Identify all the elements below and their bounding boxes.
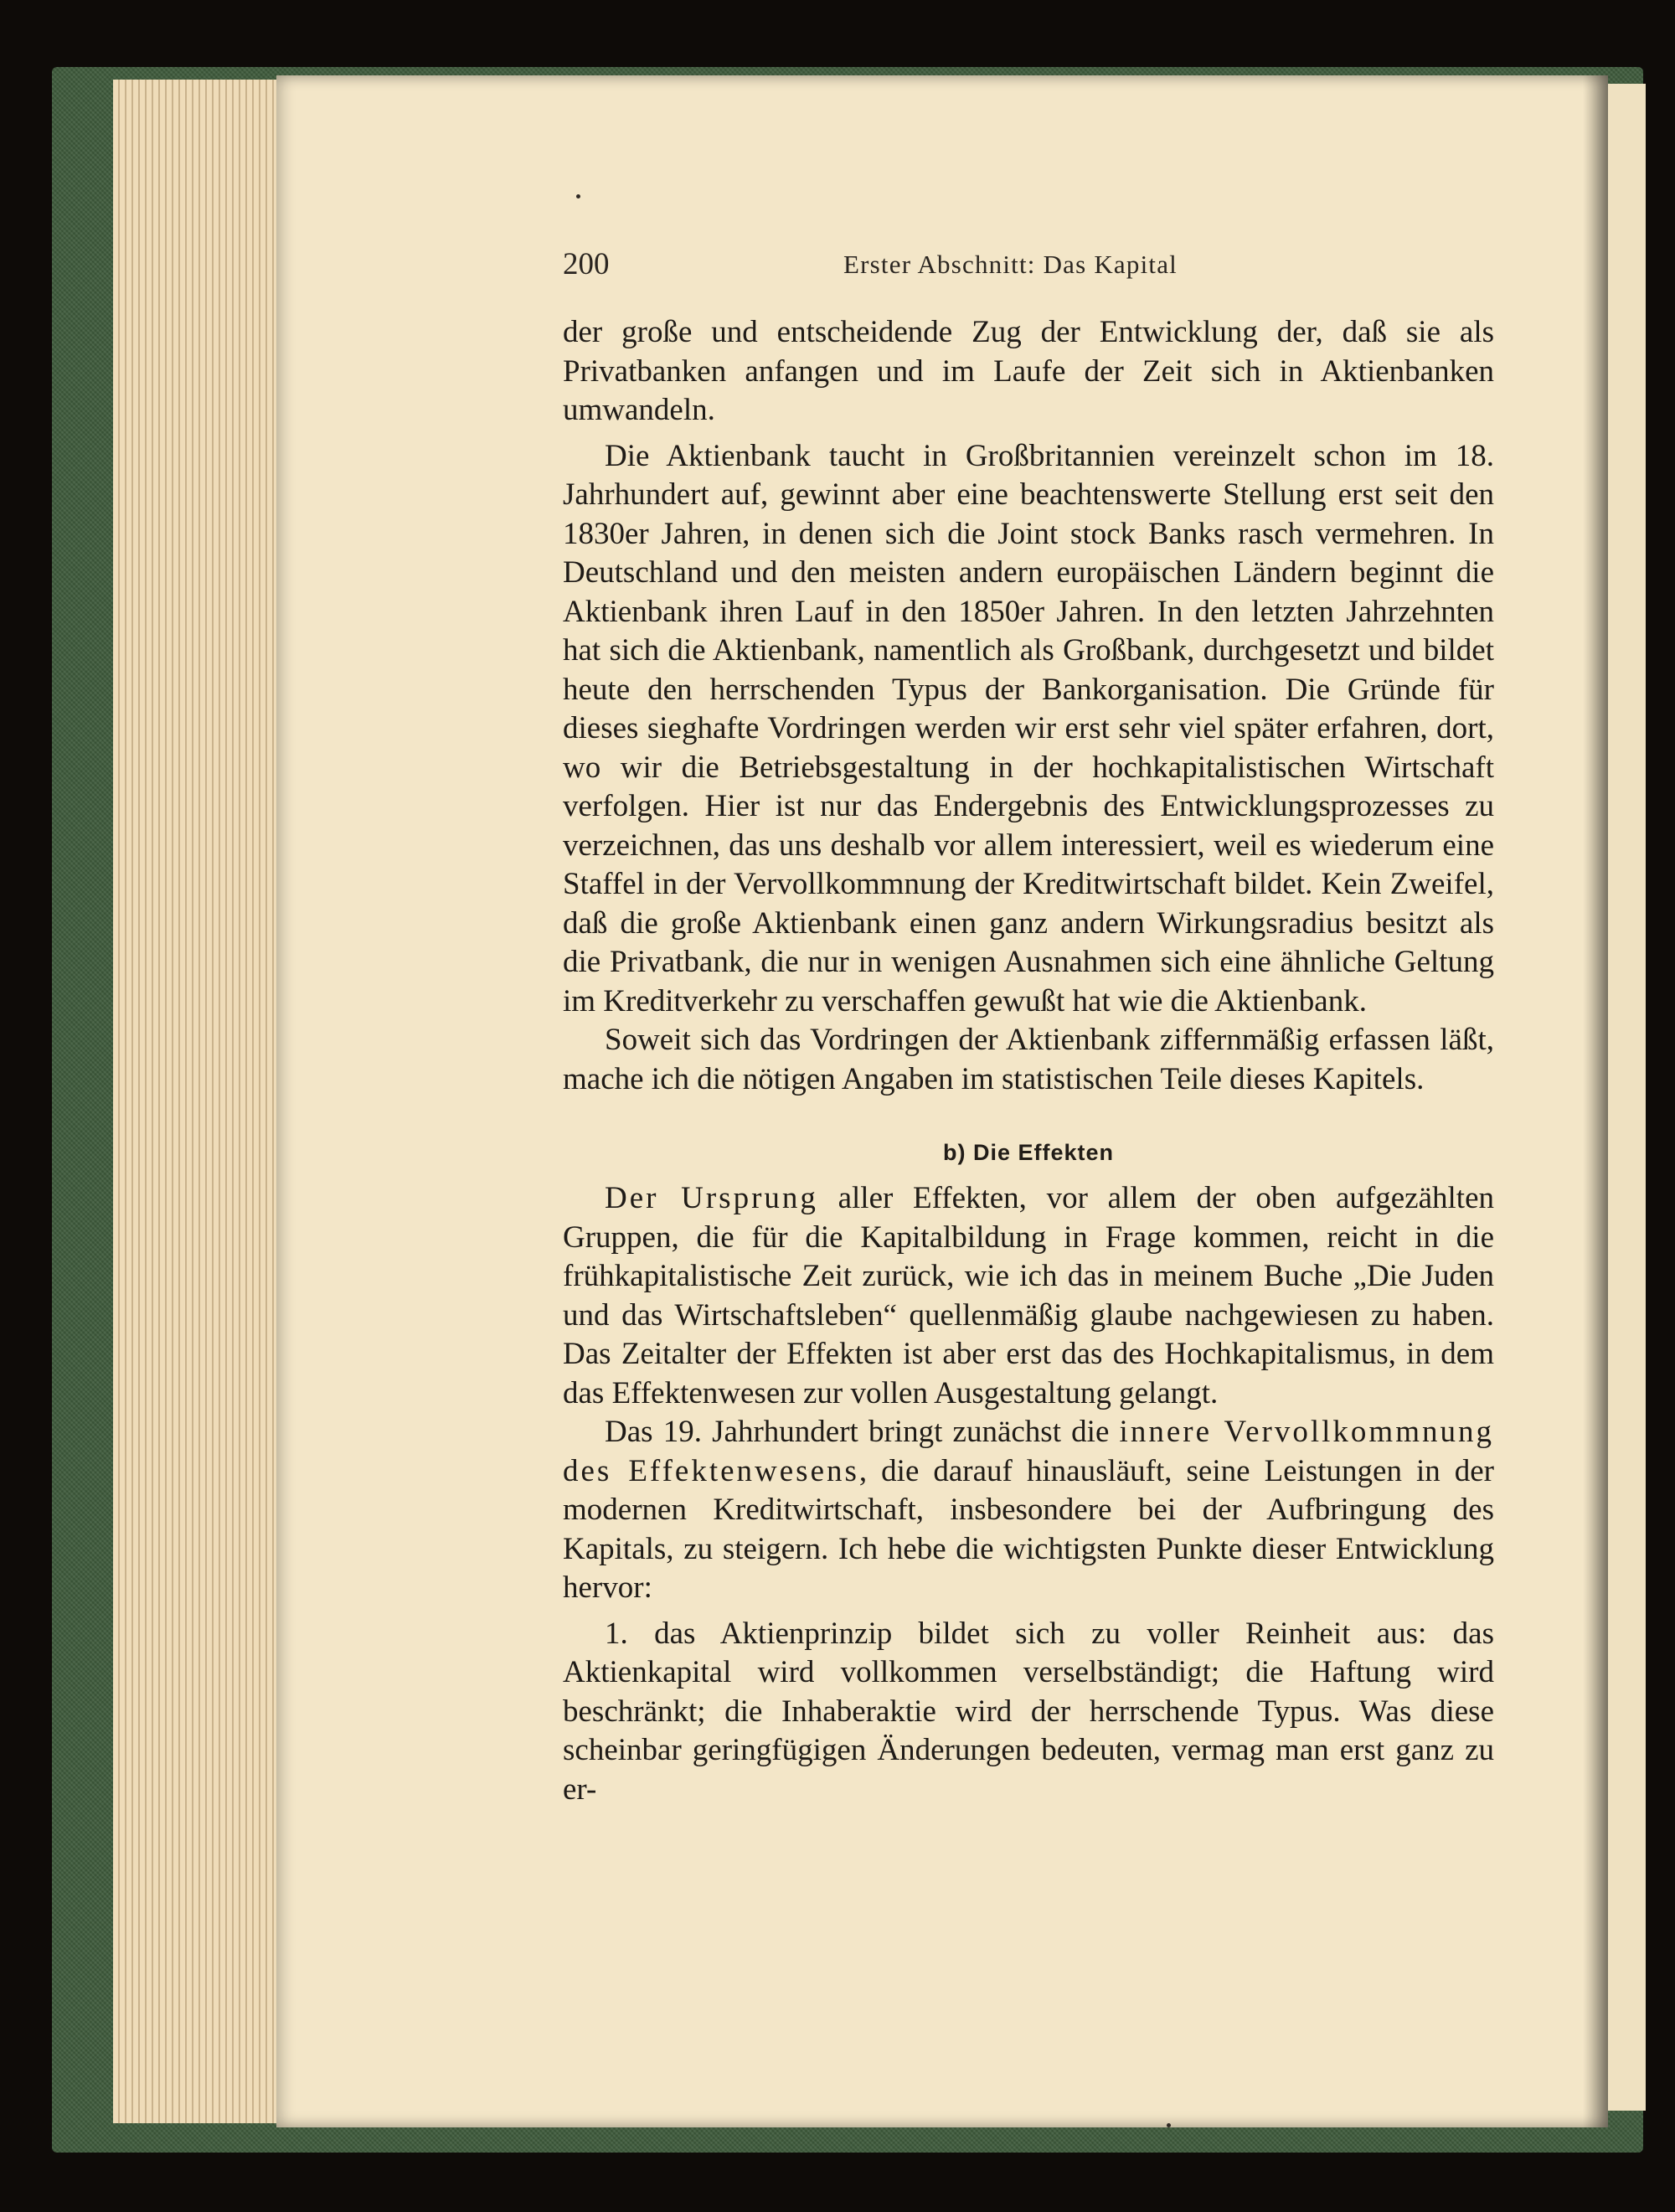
paragraph-1: der große und entscheidende Zug der Entwicklung der, daß sie als Privatbanken anfangen und im Laufe der Zeit sich in Aktienbanken umwandeln.: [563, 315, 1494, 427]
page-text: [563, 313, 1494, 1809]
paragraph-5-text: , die darauf hinausläuft, seine Leistungen in der modernen Kreditwirtschaft, insbesondere bei der Aufbringung des Kapitals, zu steigern. Ich hebe die wichtigsten Punkte dieser Entwicklung hervor:: [563, 1453, 1495, 1605]
page-gutter-shadow: [1583, 75, 1608, 2127]
emphasis-vervollkommnung: innere Vervollkommnung des Effektenwesens: [563, 1415, 1494, 1488]
page-speck: [1167, 2123, 1171, 2127]
running-head: [563, 246, 1476, 288]
section-heading: b) Die Effekten: [942, 1140, 1115, 1165]
paragraph-5-start: Das 19. Jahrhundert bringt zunächst die: [605, 1415, 1120, 1449]
paragraph-4-text: aller Effekten, vor allem der oben aufgezählten Gruppen, die für die Kapitalbildung in Frage kommen, reicht in die frühkapitalistische Zeit zurück, wie ich das in meinem Buche „Die Juden und das Wirtschaftsleben“ quellenmäßig glaube nachgewiesen zu haben. Das Zeitalter der Effekten ist aber erst das des Hochkapitalismus, in dem das Effektenwesen zur vollen Ausgestaltung gelangt.: [563, 1181, 1494, 1410]
paragraph-4: [563, 1179, 1494, 1413]
page-stack-left: [113, 80, 285, 2123]
paragraph-2: Die Aktienbank taucht in Großbritannien vereinzelt schon im 18. Jahrhundert auf, gewinnt aber eine beachtenswerte Stellung erst seit den 1830er Jahren, in denen sich die Joint stock Banks rasch vermehren. In Deutschland und den meisten andern europäischen Ländern beginnt die Aktienbank ihren Lauf in den 1850er Jahren. In den letzten Jahrzehnten hat sich die Aktienbank, namentlich als Großbank, durchgesetzt und bildet heute den herrschenden Typus der Bankorganisation. Die Gründe für dieses sieghafte Vordringen werden wir erst sehr viel später erfahren, dort, wo wir die Betriebsgestaltung in der hochkapitalistischen Wirtschaft verfolgen. Hier ist nur das Endergebnis des Entwicklungsprozesses zu verzeichnen, das uns deshalb vor allem interessiert, weil es wiederum eine Staffel in der Vervollkommnung der Kreditwirtschaft bildet. Kein Zweifel, daß die große Aktienbank einen ganz andern Wirkungsradius besitzt als die Privatbank, die nur in wenigen Ausnahmen sich eine ähnliche Geltung im Kreditverkehr zu verschaffen gewußt hat wie die Aktienbank.: [563, 438, 1494, 1018]
running-title: Erster Abschnitt: Das Kapital: [843, 250, 1178, 279]
paragraph-6: 1. das Aktienprinzip bildet sich zu voller Reinheit aus: das Aktienkapital wird vollkommen verselbständigt; die Haftung wird beschränkt; die Inhaberaktie wird der herrschende Typus. Was diese scheinbar geringfügigen Änderungen bedeuten, vermag man erst ganz zu er-: [563, 1616, 1494, 1807]
page-speck: [576, 194, 580, 199]
emphasis-ursprung: Der Ursprung: [605, 1181, 818, 1215]
paragraph-5: [563, 1413, 1494, 1608]
page-number: 200: [563, 247, 610, 281]
paragraph-3: Soweit sich das Vordringen der Aktienbank ziffernmäßig erfassen läßt, mache ich die nötigen Angaben im statistischen Teile dieses Kapitels.: [563, 1023, 1494, 1096]
